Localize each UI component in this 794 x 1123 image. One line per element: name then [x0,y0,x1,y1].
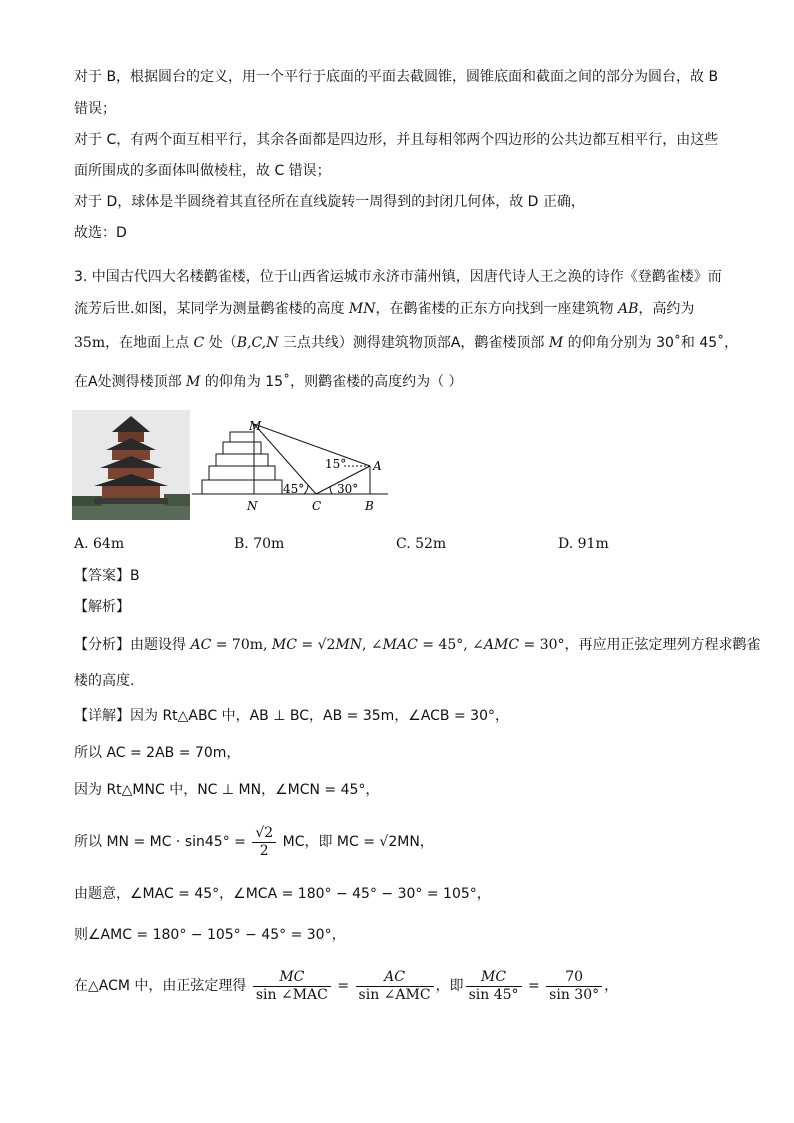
q3-35m: 35m [74,335,106,351]
geometry-diagram [192,414,392,518]
fraction-70-over-sin30 [546,969,602,1004]
q3-l2e: ，高约为 [638,301,695,317]
detail-line5: 由题意，∠MAC = 45°，∠MCA = 180° − 45° − 30° = 105°， [74,886,491,902]
q3-l3h: 的仰角分别为 30˚和 45˚， [563,335,739,351]
q3-bcn: B,C,N [236,335,279,351]
detail-l4-pre: 所以 MN = MC · sin45° = [74,834,251,850]
fenxi-l: ，再应用正弦定理列方程求鹳雀 [564,637,761,653]
q3-mn: MN [348,301,376,317]
label-a: A [373,459,382,473]
detail-l4-post: MC，即 MC = √2MN， [282,834,434,850]
q3-l3d: 处（ [204,335,237,351]
q3-l2c: ，在鹳雀楼的正东方向找到一座建筑物 [375,301,618,317]
fenxi-g: , ∠ [362,637,383,653]
detail-line4 [74,822,434,862]
fenxi-k: = 30° [519,637,565,653]
answer-line: 【答案】B [74,568,140,584]
question-3-line2 [74,299,694,319]
fraction-mc-over-sinmac [253,969,331,1004]
detail-end: ， [604,978,619,994]
fraction-sqrt2-over-2 [252,825,276,860]
angle-45: 45° [283,482,305,496]
eq-2: = [523,978,545,994]
option-b[interactable]: B. 70m [234,536,285,552]
f3-den: sin 45° [468,986,519,1003]
detail-line1: 【详解】因为 Rt△ABC 中，AB ⊥ BC，AB = 35m，∠ACB = 30°， [74,708,509,724]
fenxi-d: MC [271,637,297,653]
eq-1: = [332,978,354,994]
detail-l7-pre: 在△ACM 中，由正弦定理得 [74,978,247,994]
q3-l3f: 三点共线）测得建筑物顶部A，鹳雀楼顶部 [278,335,549,351]
question-3-line3 [74,333,738,353]
label-m: M [249,419,262,433]
detail-mid: ，即 [435,978,464,994]
prev-c-line1: 对于 C，有两个面互相平行，其余各面都是四边形，并且每相邻两个四边形的公共边都互相平行，由这些 [74,132,719,148]
fenxi-line1 [74,635,761,655]
label-c: C [312,499,322,513]
label-b: B [365,499,374,513]
label-n: N [247,499,258,513]
f2-num: AC [356,969,434,987]
fenxi-f: MN [335,637,363,653]
question-3-line4 [74,372,463,392]
f4-num: 70 [546,969,602,987]
q3-ab: AB [617,301,639,317]
f1-num: MC [253,969,331,987]
fenxi-e: = √2 [296,637,336,653]
f1-den: sin ∠MAC [255,986,328,1003]
analysis-heading: 【解析】 [74,599,130,615]
angle-30: 30° [337,482,359,496]
q3-m: M [548,335,564,351]
detail-line7 [74,966,618,1006]
q3-l3b: ，在地面上点 [105,335,194,351]
fenxi-c: = 70m, [211,637,272,653]
option-c[interactable]: C. 52m [396,536,447,552]
fraction-ac-over-sinamc [356,969,434,1004]
fenxi-j: AMC [483,637,520,653]
prev-b-line1: 对于 B，根据圆台的定义，用一个平行于底面的平面去截圆锥，圆锥底面和截面之间的部分为圆台，故 B [74,69,719,85]
fenxi-h: MAC [382,637,418,653]
detail-line3: 因为 Rt△MNC 中，NC ⊥ MN，∠MCN = 45°， [74,782,380,798]
detail-line2: 所以 AC = 2AB = 70m， [74,745,241,761]
prev-c-line2: 面所围成的多面体叫做棱柱，故 C 错误； [74,163,331,179]
prev-b-line2: 错误； [74,101,116,117]
prev-choose: 故选：D [74,225,127,241]
fenxi-i: = 45°, ∠ [417,637,484,653]
q3-m2: M [186,374,201,390]
option-a[interactable]: A. 64m [74,536,125,552]
q3-c: C [193,335,205,351]
prev-d-line: 对于 D，球体是半圆绕着其直径所在直线旋转一周得到的封闭几何体，故 D 正确， [74,194,585,210]
frac-num: √2 [252,825,276,843]
fenxi-a: 由题设得 [130,637,191,653]
q3-l4a: 在A处测得楼顶部 [74,374,187,390]
answer-options [74,536,734,556]
angle-15: 15° [325,457,347,471]
fenxi-tag: 【分析】 [74,637,130,653]
f4-den: sin 30° [549,986,600,1003]
question-3-line1: 3. 中国古代四大名楼鹳雀楼，位于山西省运城市永济市蒲州镇，因唐代诗人王之涣的诗作《登鹳雀楼》而 [74,269,722,285]
detail-line6: 则∠AMC = 180° − 105° − 45° = 30°， [74,927,346,943]
f3-num: MC [466,969,522,987]
frac-den: 2 [259,842,269,859]
fraction-mc-over-sin45 [466,969,522,1004]
tower-photo [72,410,190,520]
option-d[interactable]: D. 91m [558,536,609,552]
f2-den: sin ∠AMC [358,986,431,1003]
q3-l4c: 的仰角为 15˚，则鹳雀楼的高度约为（ ） [200,374,463,390]
q3-l2a: 流芳后世.如图，某同学为测量鹳雀楼的高度 [74,301,349,317]
fenxi-b: AC [190,637,212,653]
fenxi-line2: 楼的高度. [74,673,135,689]
